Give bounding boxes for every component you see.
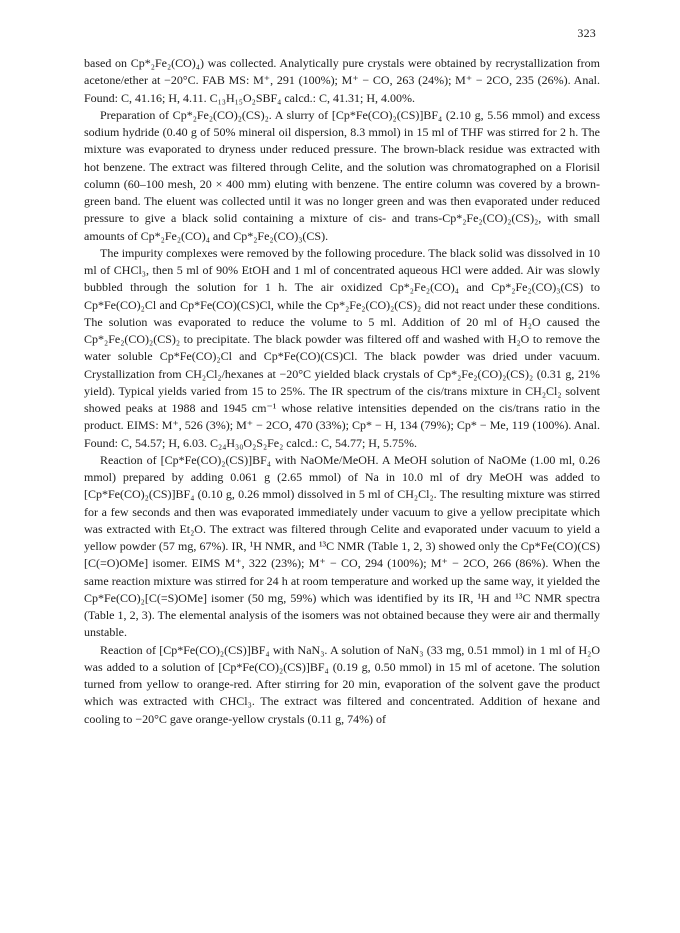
paragraph-fab-ms: based on Cp*₂Fe₂(CO)₄) was collected. Analytically pure crystals were obtained by recrystallization from acetone/ether at −20°C. FAB MS: M⁺, 291 (100%); M⁺ − CO, 263 (24%); M⁺ − 2CO, 235 (26%). Anal. Found: C, 41.16; H, 4.11. C₁₃H₁₅O₂SBF₄ calcd.: C, 41.31; H, 4.00%. xyxy=(84,56,600,105)
paragraph-reaction-nan3: Reaction of [Cp*Fe(CO)₂(CS)]BF₄ with NaN₃. A solution of NaN₃ (33 mg, 0.51 mmol) in 1 ml of H₂O was added to a solution of [Cp*Fe(CO)₂(CS)]BF₄ (0.19 g, 0.50 mmol) in 15 ml of acetone. The solution turned from yellow to orange-red. After stirring for 20 min, evaporation of the solvent gave the product which was extracted with CHCl₃. The extract was filtered and concentrated. Addition of hexane and cooling to −20°C gave orange-yellow crystals (0.11 g, 74%) of xyxy=(84,642,600,726)
paragraph-impurity-removal: The impurity complexes were removed by the following procedure. The black solid was dissolved in 10 ml of CHCl₃, then 5 ml of 90% EtOH and 1 ml of concentrated aqueous HCl were added. Air was slowly bubbled through the solution for 1 h. The air oxidized Cp*₂Fe₂(CO)₄ and Cp*₂Fe₂(CO)₃(CS) to Cp*Fe(CO)₂Cl and Cp*Fe(CO)(CS)Cl, while the Cp*₂Fe₂(CO)₂(CS)₂ did not react under these conditions. The solution was evaporated to reduce the volume to 5 ml. Addition of 20 ml of H₂O caused the Cp*₂Fe₂(CO)₂(CS)₂ to precipitate. The black powder was filtered off and washed with H₂O to remove the water soluble Cp*Fe(CO)₂Cl and Cp*Fe(CO)(CS)Cl. The black powder was dried under vacuum. Crystallization from CH₂Cl₂/hexanes at −20°C yielded black crystals of Cp*₂Fe₂(CO)₂(CS)₂ (0.31 g, 21% yield). Typical yields varied from 15 to 25%. The IR spectrum of the cis/trans mixture in CH₂Cl₂ solvent showed peaks at 1988 and 1945 cm⁻¹ whose relative intensities depended on the cis/trans ratio in the product. EIMS: M⁺, 526 (3%); M⁺ − 2CO, 470 (33%); Cp* − H, 134 (79%); Cp* − Me, 119 (100%). Anal. Found: C, 54.57; H, 6.03. C₂₄H₃₀O₂S₂Fe₂ calcd.: C, 54.77; H, 5.75%. xyxy=(84,245,600,450)
paragraph-preparation: Preparation of Cp*₂Fe₂(CO)₂(CS)₂. A slurry of [Cp*Fe(CO)₂(CS)]BF₄ (2.10 g, 5.56 mmol) and excess sodium hydride (0.40 g of 50% mineral oil dispersion, 8.3 mmol) in 15 ml of THF was stirred for 2 h. The mixture was evaporated to dryness under reduced pressure. The brown-black residue was extracted with hot benzene. The extract was filtered through Celite, and the solution was chromatographed on a Florisil column (60–100 mesh, 20 × 400 mm) eluting with benzene. The entire column was covered by a brown-green band. The eluent was collected until it was no longer green and was then evaporated under reduced pressure to give a black solid containing a mixture of cis- and trans-Cp*₂Fe₂(CO)₂(CS)₂, with small amounts of Cp*₂Fe₂(CO)₄ and Cp*₂Fe₂(CO)₃(CS). xyxy=(84,107,600,243)
paragraph-reaction-naome: Reaction of [Cp*Fe(CO)₂(CS)]BF₄ with NaOMe/MeOH. A MeOH solution of NaOMe (1.00 ml, 0.26 mmol) prepared by adding 0.061 g (2.65 mmol) of Na in 10.0 ml of dry MeOH was added to [Cp*Fe(CO)₂(CS)]BF₄ (0.10 g, 0.26 mmol) dissolved in 5 ml of CH₂Cl₂. The resulting mixture was stirred for a few seconds and then was evaporated immediately under vacuum to give a yellow precipitate which was extracted with Et₂O. The extract was filtered through Celite and evaporated under vacuum to yield a yellow powder (57 mg, 67%). IR, ¹H NMR, and ¹³C NMR (Table 1, 2, 3) showed only the Cp*Fe(CO)(CS)[C(=O)OMe] isomer. EIMS M⁺, 322 (23%); M⁺ − CO, 294 (100%); M⁺ − 2CO, 266 (86%). When the same reaction mixture was stirred for 24 h at room temperature and worked up the same way, it yielded the Cp*Fe(CO)₂[C(=S)OMe] isomer (50 mg, 59%) which was identified by its IR, ¹H and ¹³C NMR spectra (Table 1, 2, 3). The elemental analysis of the isomers was not obtained because they were air and thermally unstable. xyxy=(84,452,600,640)
page-number: 323 xyxy=(577,26,596,40)
body-text xyxy=(84,55,600,728)
